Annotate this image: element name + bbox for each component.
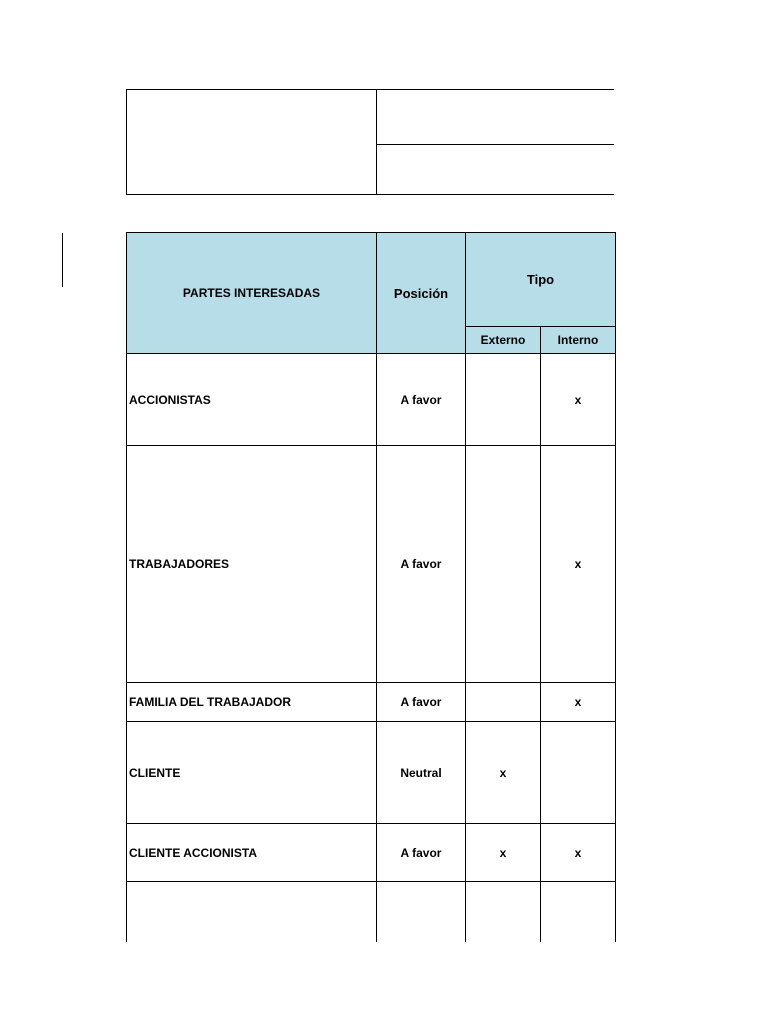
row-name: CLIENTE ACCIONISTA	[127, 824, 377, 882]
row-externo: x	[466, 722, 541, 824]
header-externo: Externo	[466, 327, 541, 354]
row-posicion: A favor	[377, 354, 466, 446]
header-interno: Interno	[541, 327, 616, 354]
header-partes-interesadas: PARTES INTERESADAS	[127, 233, 377, 354]
header-tipo: Tipo	[466, 233, 616, 327]
row-name: CLIENTE	[127, 722, 377, 824]
row-name	[127, 882, 377, 943]
row-name: TRABAJADORES	[127, 446, 377, 683]
row-externo	[466, 683, 541, 722]
row-interno	[541, 882, 616, 943]
table-row	[127, 824, 616, 882]
row-externo	[466, 882, 541, 943]
row-posicion: Neutral	[377, 722, 466, 824]
header-logo-cell	[127, 90, 377, 194]
header-posicion: Posición	[377, 233, 466, 354]
table-row	[127, 722, 616, 824]
table-row	[127, 683, 616, 722]
header-title-cell	[377, 90, 614, 145]
row-externo: x	[466, 824, 541, 882]
row-interno: x	[541, 446, 616, 683]
row-externo	[466, 446, 541, 683]
table-row	[127, 882, 616, 943]
row-posicion: A favor	[377, 683, 466, 722]
table-row	[127, 354, 616, 446]
row-posicion: A favor	[377, 824, 466, 882]
row-interno: x	[541, 354, 616, 446]
stakeholders-table	[126, 232, 616, 942]
header-subtitle-cell	[377, 145, 614, 194]
row-externo	[466, 354, 541, 446]
row-posicion	[377, 882, 466, 943]
row-interno	[541, 722, 616, 824]
row-name: FAMILIA DEL TRABAJADOR	[127, 683, 377, 722]
row-interno: x	[541, 824, 616, 882]
document-header-box	[126, 89, 614, 195]
row-interno: x	[541, 683, 616, 722]
stakeholders-table-container	[126, 232, 616, 942]
margin-line	[62, 233, 63, 287]
row-posicion: A favor	[377, 446, 466, 683]
table-row	[127, 446, 616, 683]
row-name: ACCIONISTAS	[127, 354, 377, 446]
